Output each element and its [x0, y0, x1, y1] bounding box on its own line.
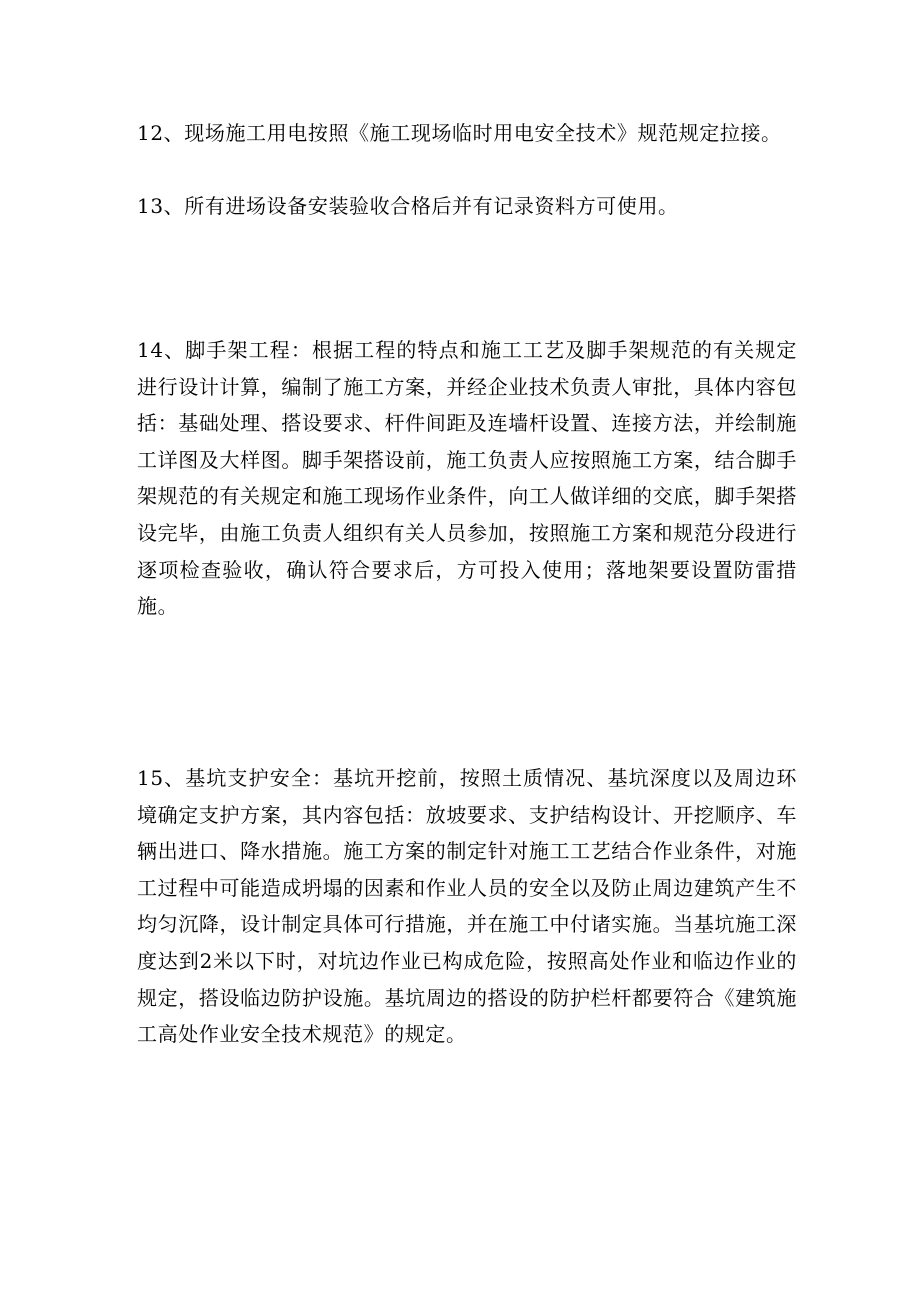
paragraph-14-scaffolding: 14、脚手架工程：根据工程的特点和施工工艺及脚手架规范的有关规定进行设计计算，编制了施工方案，并经企业技术负责人审批，具体内容包括：基础处理、搭设要求、杆件间距及连墙杆设置、连接方法，并绘制施工详图及大样图。脚手架搭设前，施工负责人应按照施工方案，结合脚手架规范的有关规定和施工现场作业条件，向工人做详细的交底，脚手架搭设完毕，由施工负责人组织有关人员参加，按照施工方案和规范分段进行逐项检查验收，确认符合要求后，方可投入使用；落地架要设置防雷措施。 — [137, 338, 797, 619]
paragraph-12-electricity: 12、现场施工用电按照《施工现场临时用电安全技术》规范规定拉接。 — [137, 121, 782, 145]
paragraph-13-equipment-acceptance: 13、所有进场设备安装验收合格后并有记录资料方可使用。 — [137, 194, 679, 218]
paragraph-15-foundation-pit-support: 15、基坑支护安全：基坑开挖前，按照土质情况、基坑深度以及周边环境确定支护方案，其内容包括：放坡要求、支护结构设计、开挖顺序、车辆出进口、降水措施。施工方案的制定针对施工工艺结合作业条件，对施工过程中可能造成坍塌的因素和作业人员的安全以及防止周边建筑产生不均匀沉降，设计制定具体可行措施，并在施工中付诸实施。当基坑施工深度达到2米以下时，对坑边作业已构成危险，按照高处作业和临边作业的规定，搭设临边防护设施。基坑周边的搭设的防护栏杆都要符合《建筑施工高处作业安全技术规范》的规定。 — [137, 766, 797, 1047]
